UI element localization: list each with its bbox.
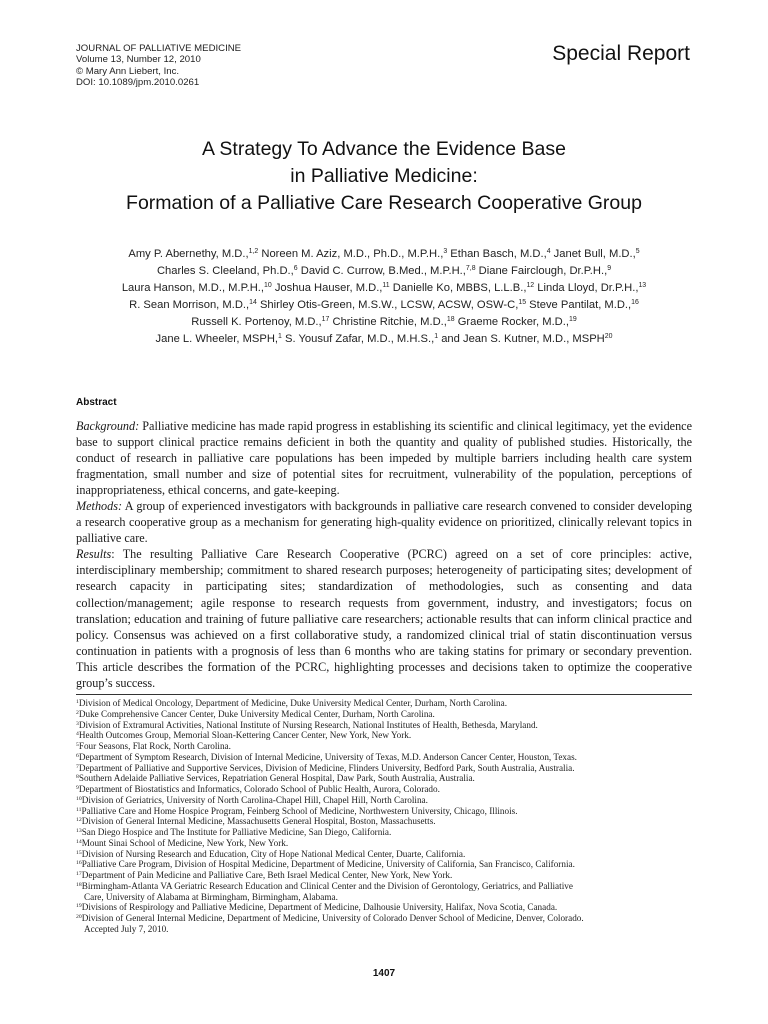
footnote-divider: [76, 694, 692, 695]
author-affiliation-marker: 1: [434, 333, 439, 341]
author-name: Danielle Ko, MBBS, L.L.B.,: [389, 282, 527, 294]
title-line: Formation of a Palliative Care Research Cooperative Group: [126, 192, 642, 214]
footnote-text: Duke Comprehensive Cancer Center, Duke University Medical Center, Durham, North Carolina.: [78, 708, 435, 719]
footnote: [76, 913, 696, 924]
abstract-section-text: : The resulting Palliative Care Research Cooperative (PCRC) agreed on a set of core principles: active, interdisciplinary membership; commitment to shared research purposes; heterogeneity of participating sites; development of research capacity in participating sites; standardization of methodologies, such as consenting and data collection/management; agile response to research requests from government, industry, and investigators; focus on translation; education and training of future palliative care researchers; actionable results that can inform clinical practice and policy. Consensus was achieved on a first collaborative study, a randomized clinical trial of statin discontinuation versus continuation in patients with a prognosis of less than 6 months who are taking statins for primary or secondary prevention. This article describes the formation of the PCRC, highlighting processes and decisions taken to optimize the cooperative group’s success.: [76, 547, 692, 690]
author-name: R. Sean Morrison, M.D.,: [129, 299, 250, 311]
page-number: 1407: [372, 968, 396, 979]
footnote-number: 4: [76, 731, 79, 738]
author-affiliation-marker: 5: [635, 248, 640, 256]
author-affiliation-marker: 1: [278, 333, 282, 341]
author-name: Jane L. Wheeler, MSPH,: [155, 333, 279, 345]
footnote: [76, 763, 696, 774]
footnote-text: San Diego Hospice and The Institute for Palliative Medicine, San Diego, California.: [81, 827, 392, 837]
footnote-text: Department of Symptom Research, Division of Internal Medicine, University of Texas, M.D. Anderson Cancer Center, Houston, Texas.: [78, 751, 577, 762]
footnote-text: Divisions of Respirology and Palliative Medicine, Department of Medicine, Dalhousie University, Halifax, Nova Scotia, Canada.: [81, 902, 558, 913]
footnote-text: Division of Medical Oncology, Department of Medicine, Duke University Medical Center, Durham, North Carolina.: [78, 698, 508, 708]
abstract-section: [76, 546, 692, 690]
author-affiliation-marker: 15: [518, 299, 527, 307]
footnote-number: 19: [76, 903, 82, 910]
journal-doi: DOI: 10.1089/jpm.2010.0261: [76, 77, 200, 89]
footnote-text: Birmingham-Atlanta VA Geriatric Research Education and Clinical Center and the Division of Gerontology, Geriatrics, and Palliative: [81, 880, 573, 891]
affiliation-footnotes: [76, 698, 696, 935]
footnote: [76, 849, 696, 860]
author-affiliation-marker: 20: [604, 333, 613, 341]
footnote-number: 9: [76, 784, 79, 791]
footnote-text: Division of Geriatrics, University of North Carolina-Chapel Hill, Chapel Hill, North Carolina.: [81, 794, 428, 805]
footnote-number: 5: [76, 741, 79, 748]
footnote-number: 15: [76, 849, 82, 856]
author-line: [40, 246, 728, 263]
footnote-text: Department of Biostatistics and Informatics, Colorado School of Public Health, Aurora, Colorado.: [78, 784, 440, 794]
author-affiliation-marker: 10: [264, 282, 272, 290]
abstract-section-label: Methods:: [76, 499, 123, 514]
footnote-text: Health Outcomes Group, Memorial Sloan-Kettering Cancer Center, New York, New York.: [78, 730, 412, 741]
author-affiliation-marker: 19: [568, 316, 577, 324]
footnote: [76, 709, 696, 720]
footnote: [76, 870, 696, 881]
footnote-number: 12: [76, 817, 82, 824]
footnote: [76, 698, 696, 709]
footnote-number: 13: [76, 827, 82, 834]
abstract-section: [76, 418, 692, 498]
footnote-number: 18: [76, 881, 82, 888]
footnote: [76, 859, 696, 870]
article-title: [60, 136, 708, 217]
author-affiliation-marker: 17: [321, 316, 330, 324]
title-line: A Strategy To Advance the Evidence Base: [202, 138, 566, 160]
author-affiliation-marker: 9: [607, 265, 612, 273]
footnote-number: 16: [76, 860, 82, 867]
footnote: [76, 773, 696, 784]
author-affiliation-marker: 16: [631, 299, 639, 307]
author-name: Charles S. Cleeland, Ph.D.,: [156, 265, 294, 277]
author-list: [40, 246, 728, 348]
author-name: and Jean S. Kutner, M.D., MSPH: [438, 333, 605, 345]
accepted-date: Accepted July 7, 2010.: [84, 923, 169, 934]
footnote-number: 20: [76, 913, 82, 920]
abstract-section-label: Background:: [76, 419, 140, 433]
footnote-text: Palliative Care Program, Division of Hospital Medicine, Department of Medicine, University of California, San Francisco, California.: [81, 859, 575, 870]
abstract-section-text: A group of experienced investigators with backgrounds in palliative care research convened to consider developing a research cooperative group as a mechanism for generating high-quality evidence on prioritized, clinically relevant topics in palliative care.: [76, 499, 692, 546]
author-name: Ethan Basch, M.D.,: [447, 248, 547, 260]
author-affiliation-marker: 3: [443, 248, 448, 256]
abstract-section: [76, 498, 692, 546]
footnote-text: Department of Palliative and Supportive Services, Division of Medicine, Flinders University, Bedford Park, South Australia, Australia.: [78, 762, 575, 773]
footnote-text: Department of Pain Medicine and Palliative Care, Beth Israel Medical Center, New York, New York.: [81, 870, 453, 880]
abstract-body: [76, 418, 692, 691]
footnote-continuation: Care, University of Alabama at Birmingham, Birmingham, Alabama.: [84, 891, 338, 902]
abstract-section-text: Palliative medicine has made rapid progress in establishing its scientific and clinical legitimacy, yet the evidence base to support clinical practice remains deficient in both the quantity and quality of published studies. Historically, the conduct of research in palliative care populations has been impeded by multiple barriers including health care system fragmentation, small number and size of potential sites for recruitment, vulnerability of the population, perceptions of inappropriateness, ethical concerns, and gate-keeping.: [76, 419, 692, 498]
footnote: [76, 720, 696, 731]
author-name: Janet Bull, M.D.,: [550, 248, 636, 260]
footnote: [76, 752, 696, 763]
special-report-label: Special Report: [552, 42, 690, 65]
author-name: Noreen M. Aziz, M.D., Ph.D., M.P.H.,: [258, 248, 444, 260]
author-affiliation-marker: 7,8: [465, 265, 476, 273]
abstract-heading: Abstract: [76, 397, 117, 408]
abstract-section-label: Results: [76, 547, 112, 562]
footnote-text: Four Seasons, Flat Rock, North Carolina.: [78, 741, 231, 751]
footnote-number: 8: [76, 774, 79, 781]
author-affiliation-marker: 6: [293, 265, 298, 273]
footnote: [76, 881, 696, 903]
author-name: Amy P. Abernethy, M.D.,: [128, 248, 249, 260]
footnote-number: 17: [76, 870, 82, 877]
footnote: [76, 784, 696, 795]
footnote-text: Division of General Internal Medicine, Department of Medicine, University of Colorado Denver School of Medicine, Denver, Colorado.: [81, 913, 584, 923]
author-affiliation-marker: 11: [382, 282, 390, 290]
footnote: [76, 806, 696, 817]
footnote-text: Mount Sinai School of Medicine, New York, New York.: [81, 837, 289, 848]
author-name: Laura Hanson, M.D., M.P.H.,: [121, 282, 265, 294]
footnote-number: 6: [76, 752, 79, 759]
journal-copyright: © Mary Ann Liebert, Inc.: [76, 65, 180, 77]
author-affiliation-marker: 12: [526, 282, 535, 290]
author-line: [40, 263, 728, 280]
footnote-number: 11: [76, 806, 82, 813]
footnote-number: 2: [76, 709, 79, 716]
footnote-text: Division of Extramural Activities, National Institute of Nursing Research, National Institutes of Health, Bethesda, Maryland.: [78, 719, 538, 730]
footnote: [76, 838, 696, 849]
journal-name: JOURNAL OF PALLIATIVE MEDICINE: [76, 43, 242, 54]
footnote: [76, 741, 696, 752]
author-line: [40, 331, 728, 348]
footnote: [76, 816, 696, 827]
author-affiliation-marker: 14: [249, 299, 257, 307]
author-name: David C. Currow, B.Med., M.P.H.,: [297, 265, 466, 277]
author-affiliation-marker: 18: [446, 316, 455, 324]
author-name: Steve Pantilat, M.D.,: [526, 299, 632, 311]
footnote-number: 14: [76, 838, 82, 845]
footnote-number: 10: [76, 795, 82, 802]
author-affiliation-marker: 4: [546, 248, 551, 256]
footnote-number: 1: [76, 698, 79, 705]
author-name: Linda Lloyd, Dr.P.H.,: [534, 282, 639, 294]
author-name: S. Yousuf Zafar, M.D., M.H.S.,: [281, 333, 435, 345]
author-line: [40, 314, 728, 331]
author-name: Christine Ritchie, M.D.,: [329, 316, 447, 328]
footnote-text: Division of General Internal Medicine, Massachusetts General Hospital, Boston, Massachusetts.: [81, 816, 436, 827]
footnote-text: Palliative Care and Home Hospice Program, Feinberg School of Medicine, Northwestern University, Chicago, Illinois.: [81, 805, 518, 816]
footnote: [76, 730, 696, 741]
author-line: [40, 297, 728, 314]
author-affiliation-marker: 1,2: [248, 248, 259, 256]
footnote: [76, 902, 696, 913]
author-name: Russell K. Portenoy, M.D.,: [191, 316, 322, 328]
journal-volume: Volume 13, Number 12, 2010: [76, 54, 201, 66]
footnote: [76, 827, 696, 838]
footnote-number: 3: [76, 720, 79, 727]
author-name: Shirley Otis-Green, M.S.W., LCSW, ACSW, OSW-C,: [256, 299, 519, 311]
footnote-text: Southern Adelaide Palliative Services, Repatriation General Hospital, Daw Park, South Australia, Australia.: [78, 773, 475, 784]
title-line: in Palliative Medicine:: [290, 165, 478, 187]
author-name: Graeme Rocker, M.D.,: [454, 316, 569, 328]
journal-info: [76, 43, 241, 89]
footnote-number: 7: [76, 763, 79, 770]
author-affiliation-marker: 13: [638, 282, 647, 290]
author-name: Joshua Hauser, M.D.,: [271, 282, 383, 294]
author-line: [40, 280, 728, 297]
author-name: Diane Fairclough, Dr.P.H.,: [475, 265, 608, 277]
footnote-text: Division of Nursing Research and Education, City of Hope National Medical Center, Duarte, California.: [81, 848, 466, 859]
footnote: [76, 795, 696, 806]
